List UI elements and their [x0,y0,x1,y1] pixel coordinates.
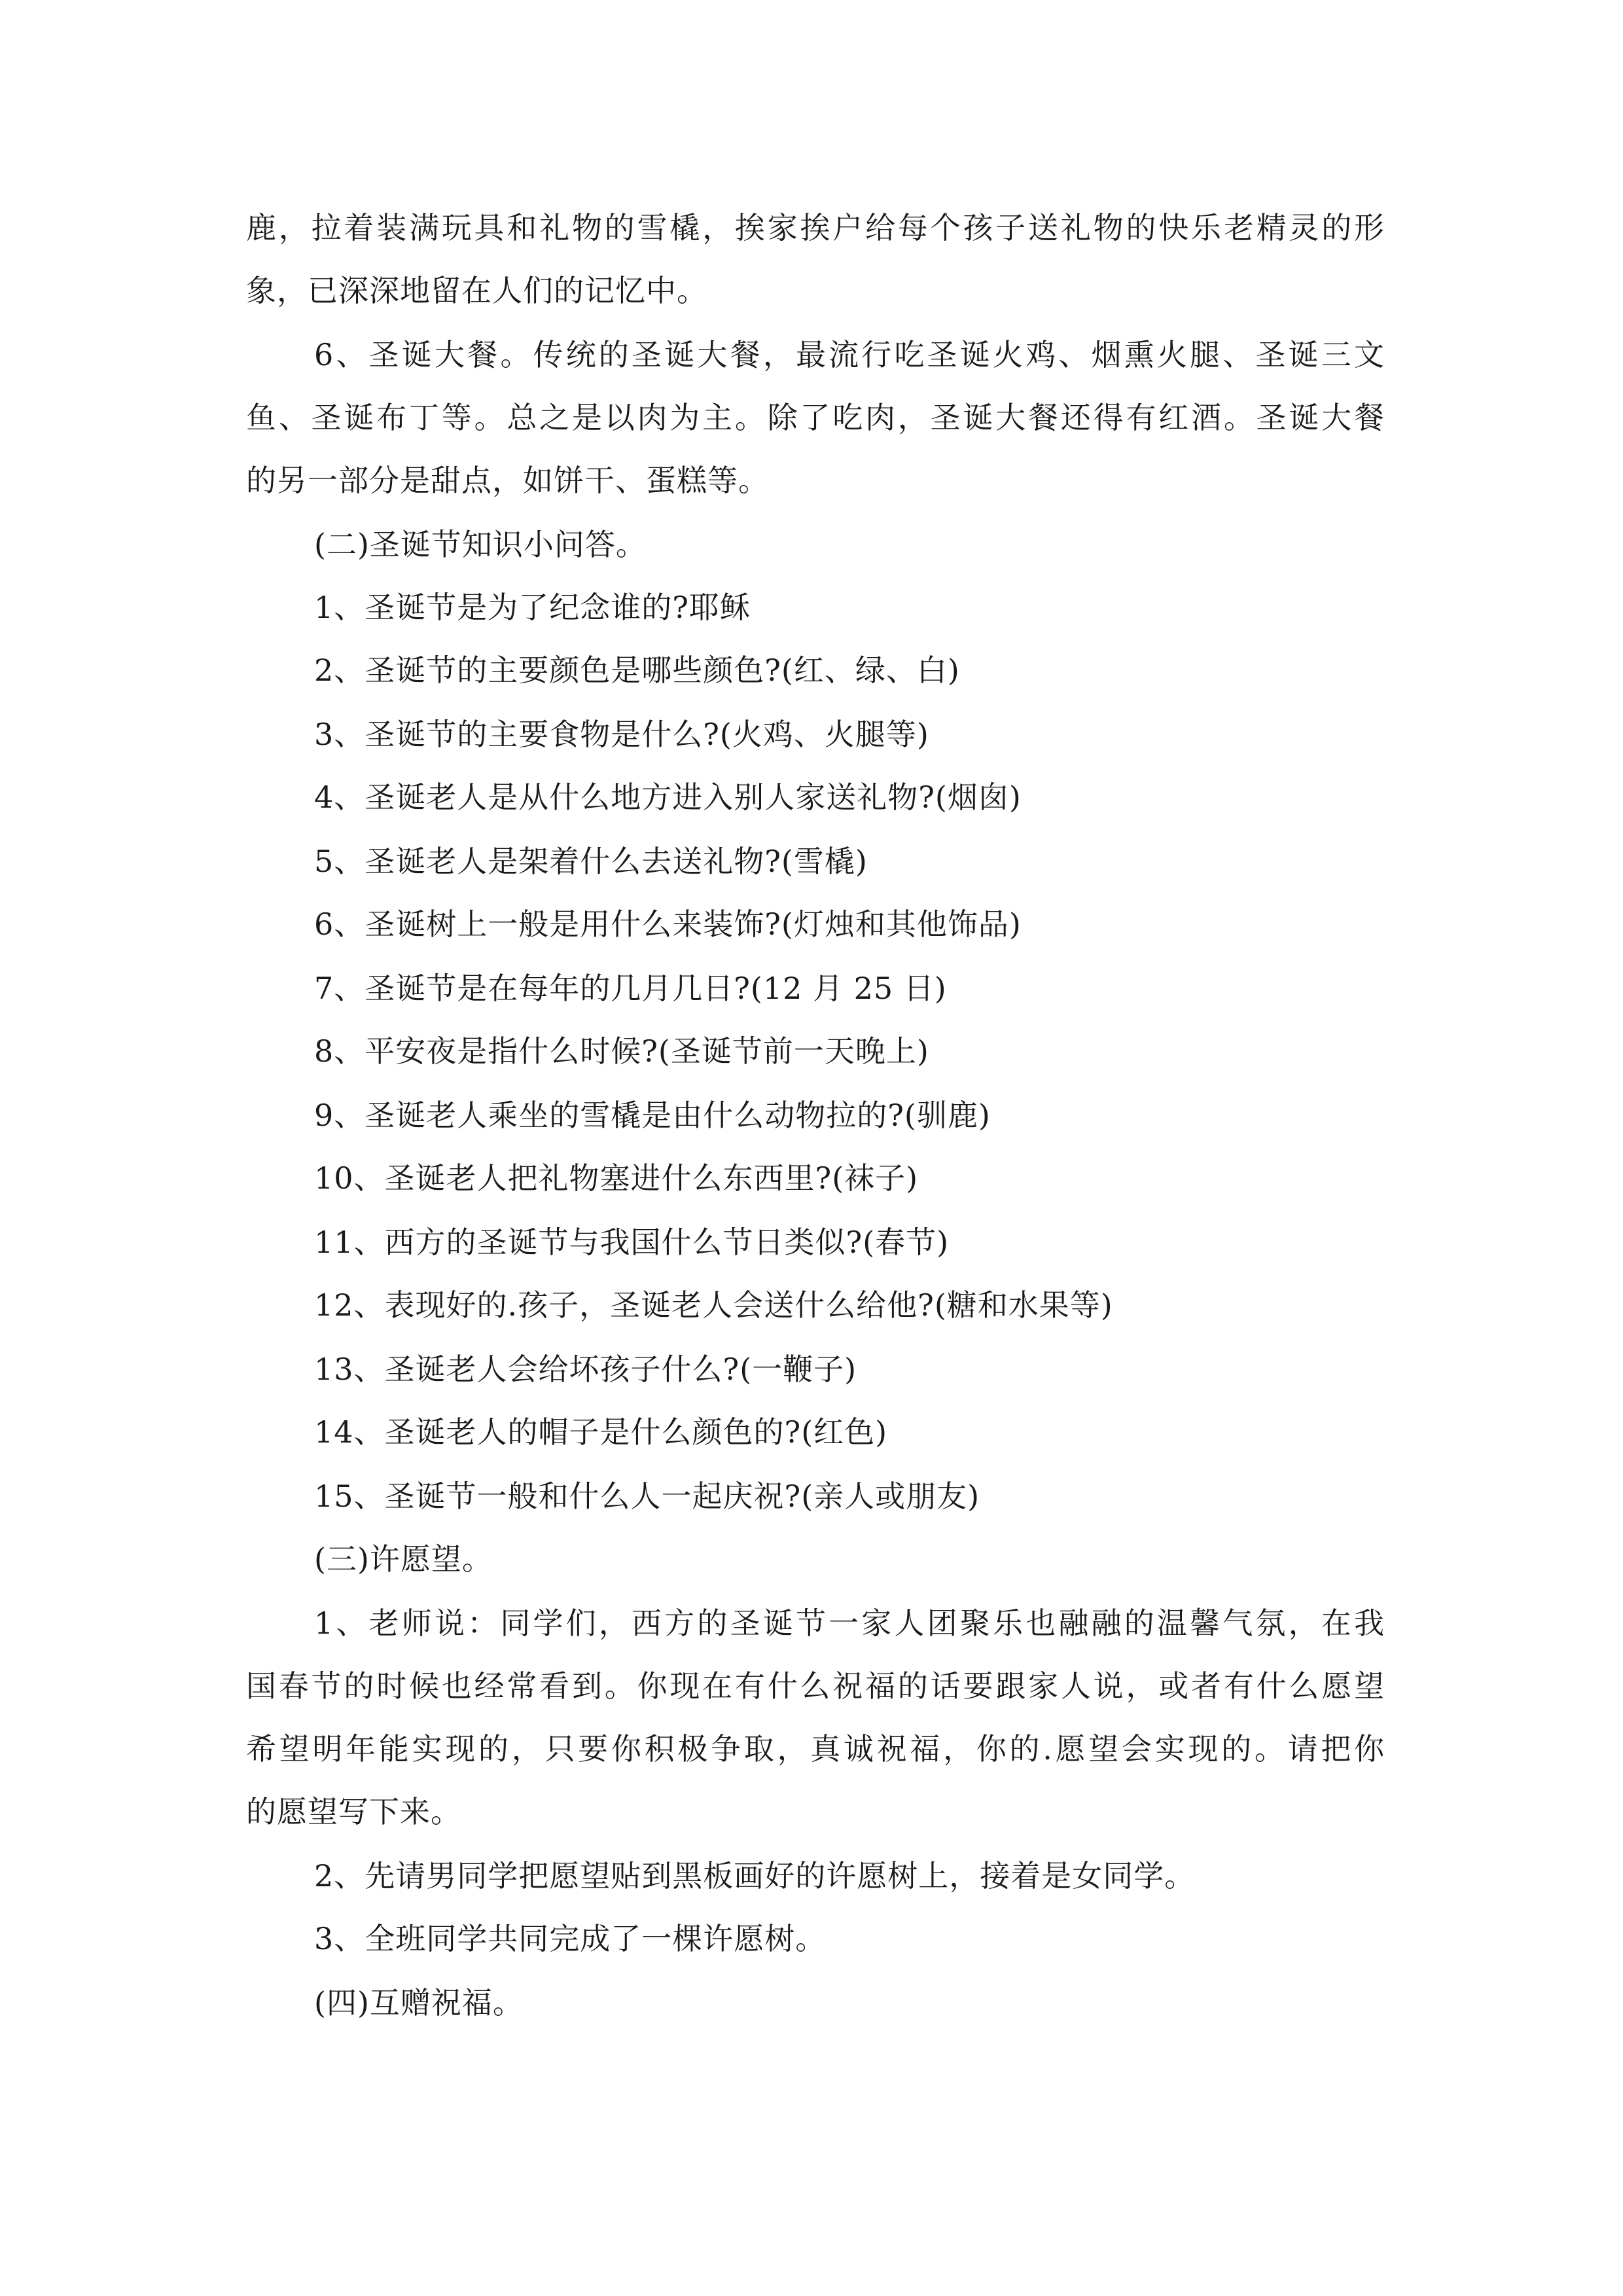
paragraph-line: 的另一部分是甜点，如饼干、蛋糕等。 [246,463,769,498]
quiz-item: 8、平安夜是指什么时候?(圣诞节前一天晚上) [314,1033,929,1069]
quiz-item: 3、圣诞节的主要食物是什么?(火鸡、火腿等) [314,717,929,752]
paragraph-line: 希望明年能实现的，只要你积极争取，真诚祝福，你的.愿望会实现的。请把你 [246,1731,1385,1767]
paragraph-line: 1、老师说：同学们，西方的圣诞节一家人团聚乐也融融的温馨气氛，在我 [314,1605,1385,1641]
quiz-item: 4、圣诞老人是从什么地方进入别人家送礼物?(烟囱) [314,780,1022,815]
paragraph-line: 鱼、圣诞布丁等。总之是以肉为主。除了吃肉，圣诞大餐还得有红酒。圣诞大餐 [246,400,1385,435]
paragraph-line: 的愿望写下来。 [246,1794,461,1829]
section-heading-blessing: (四)互赠祝福。 [314,1985,524,2020]
quiz-item: 5、圣诞老人是架着什么去送礼物?(雪橇) [314,844,868,879]
paragraph-line: 国春节的时候也经常看到。你现在有什么祝福的话要跟家人说，或者有什么愿望 [246,1668,1385,1704]
quiz-item: 15、圣诞节一般和什么人一起庆祝?(亲人或朋友) [314,1479,980,1514]
quiz-item: 1、圣诞节是为了纪念谁的?耶稣 [314,590,751,625]
paragraph-line: 6、圣诞大餐。传统的圣诞大餐，最流行吃圣诞火鸡、烟熏火腿、圣诞三文 [314,337,1385,372]
section-heading-wish: (三)许愿望。 [314,1541,493,1577]
quiz-item: 2、圣诞节的主要颜色是哪些颜色?(红、绿、白) [314,653,960,688]
wish-item: 2、先请男同学把愿望贴到黑板画好的许愿树上，接着是女同学。 [314,1858,1196,1893]
quiz-item: 9、圣诞老人乘坐的雪橇是由什么动物拉的?(驯鹿) [314,1098,991,1133]
paragraph-line: 象，已深深地留在人们的记忆中。 [246,273,707,308]
quiz-item: 13、圣诞老人会给坏孩子什么?(一鞭子) [314,1352,857,1387]
quiz-item: 12、表现好的.孩子，圣诞老人会送什么给他?(糖和水果等) [314,1287,1113,1323]
section-heading-quiz: (二)圣诞节知识小问答。 [314,527,647,562]
wish-item: 3、全班同学共同完成了一棵许愿树。 [314,1921,827,1956]
quiz-item: 14、圣诞老人的帽子是什么颜色的?(红色) [314,1414,888,1450]
quiz-item: 11、西方的圣诞节与我国什么节日类似?(春节) [314,1225,950,1260]
quiz-item: 10、圣诞老人把礼物塞进什么东西里?(袜子) [314,1160,919,1196]
quiz-item: 7、圣诞节是在每年的几月几日?(12 月 25 日) [314,971,947,1006]
quiz-item: 6、圣诞树上一般是用什么来装饰?(灯烛和其他饰品) [314,906,1022,942]
paragraph-line: 鹿，拉着装满玩具和礼物的雪橇，挨家挨户给每个孩子送礼物的快乐老精灵的形 [246,210,1385,245]
